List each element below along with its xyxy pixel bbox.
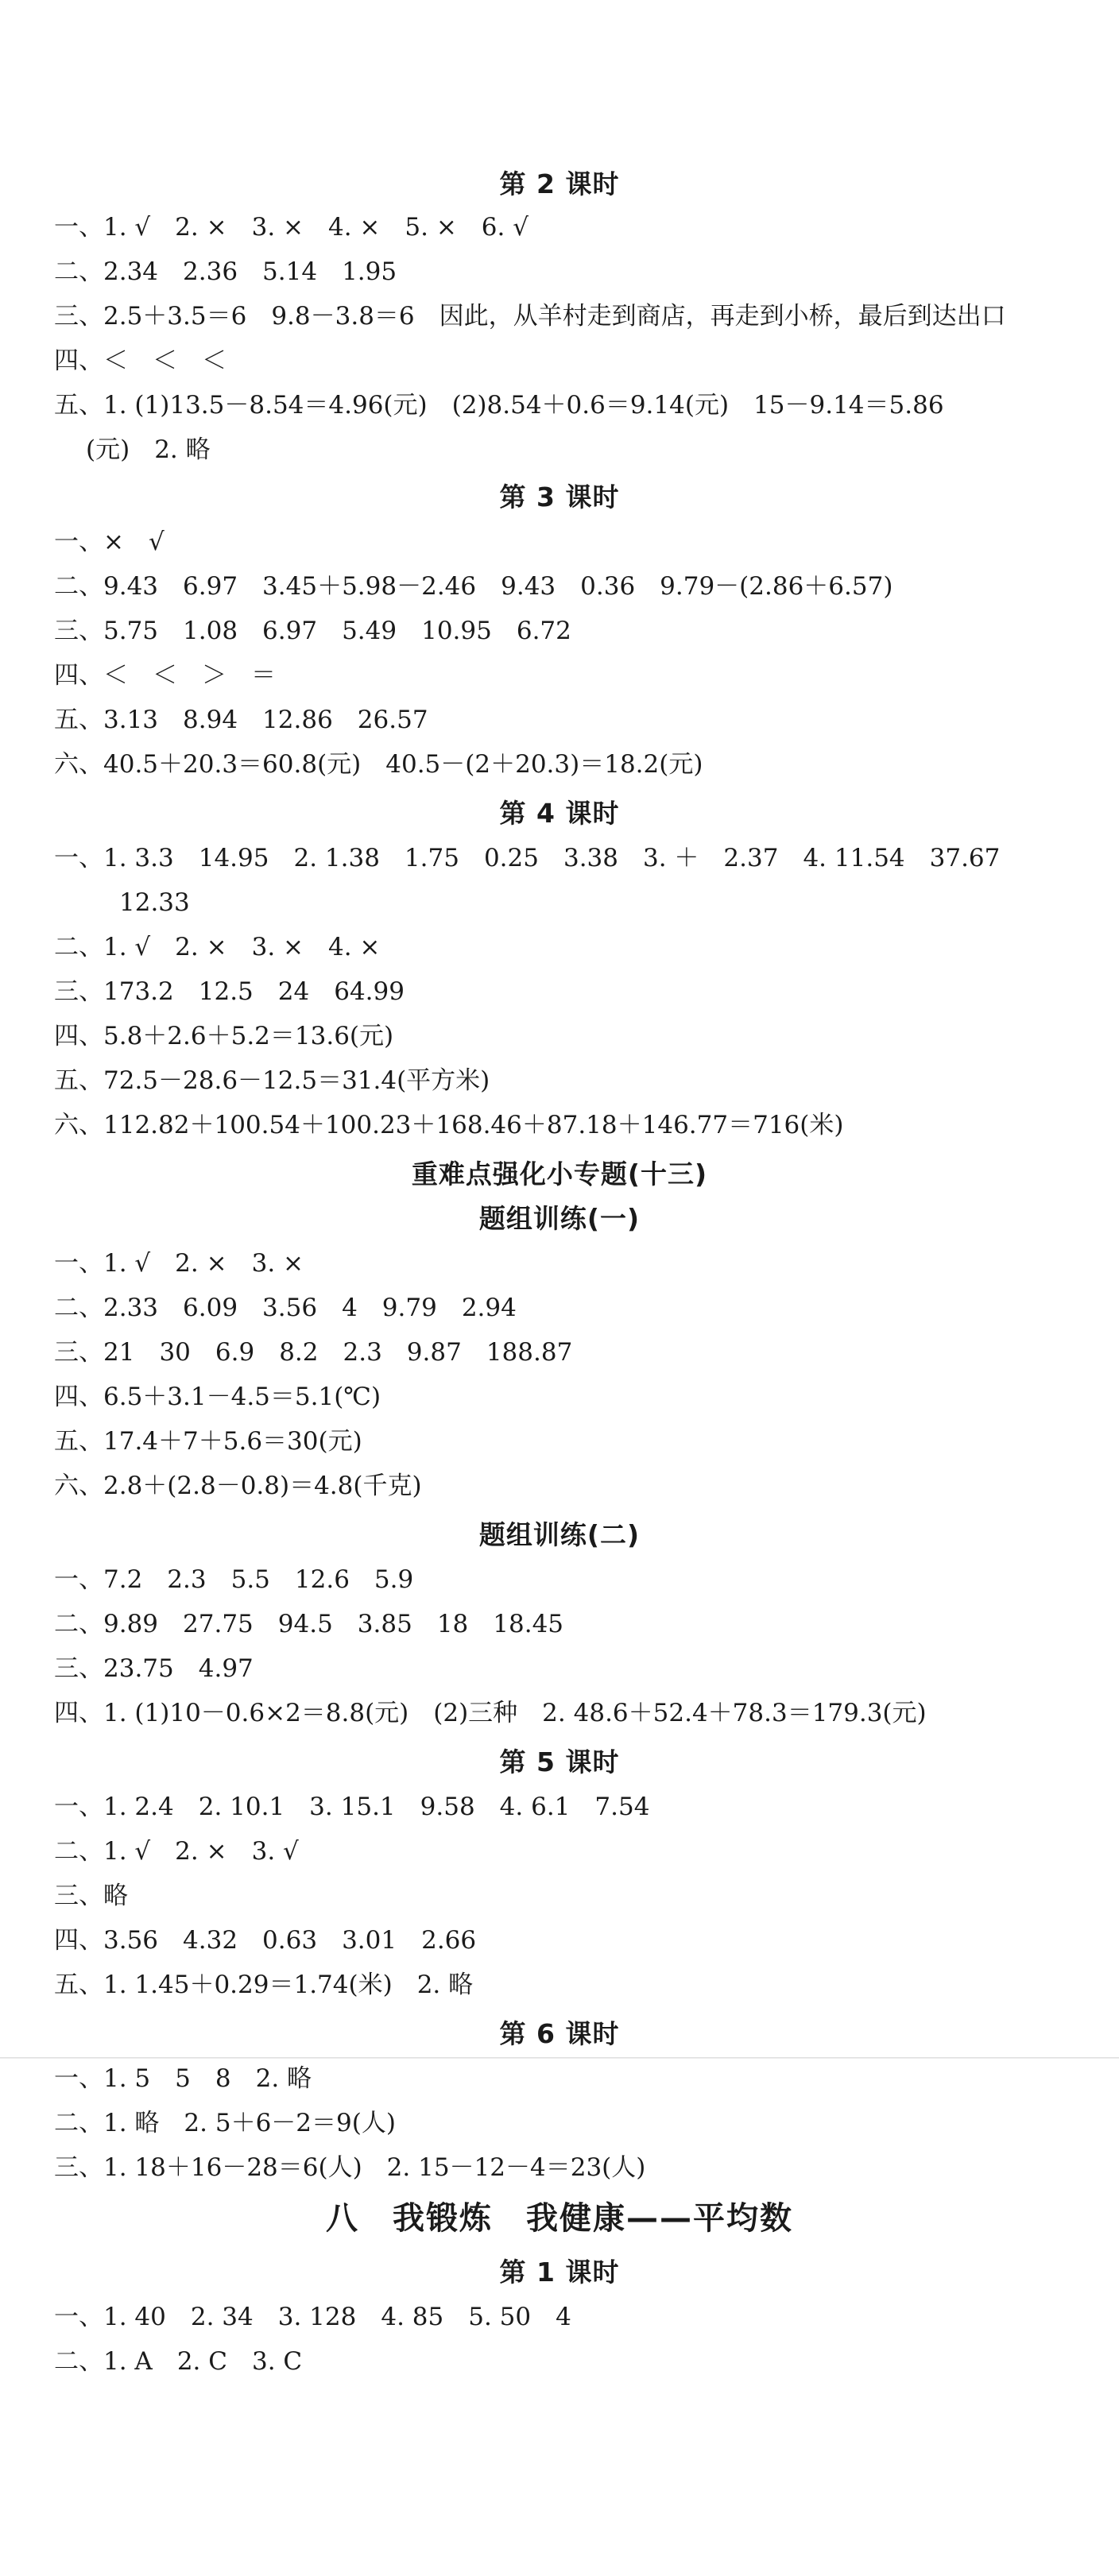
subsection-title: 题组训练(二) (478, 1519, 641, 1550)
answer-line: 五、72.5－28.6－12.5＝31.4(平方米) (54, 1066, 490, 1095)
answer-line: 五、17.4＋7＋5.6＝30(元) (54, 1427, 362, 1456)
answer-line: 三、173.2 12.5 24 64.99 (54, 977, 405, 1006)
answer-line: 二、2.34 2.36 5.14 1.95 (54, 257, 397, 286)
answer-line: 一、1. 5 5 8 2. 略 (54, 2064, 312, 2093)
answer-line: 五、1. (1)13.5－8.54＝4.96(元) (2)8.54＋0.6＝9.14(元) 15－9.14＝5.86 (54, 391, 944, 420)
answer-line: 六、2.8＋(2.8－0.8)＝4.8(千克) (54, 1472, 422, 1500)
section-title: 第 5 课时 (499, 1746, 620, 1777)
answer-line: 一、7.2 2.3 5.5 12.6 5.9 (54, 1565, 414, 1594)
subsection-title: 题组训练(一) (478, 1203, 641, 1234)
answer-line: 二、1. √ 2. × 3. × 4. × (54, 933, 381, 961)
answer-line: 六、40.5＋20.3＝60.8(元) 40.5－(2＋20.3)＝18.2(元) (54, 750, 703, 779)
answer-line: 一、1. √ 2. × 3. × (54, 1249, 304, 1278)
answer-line: 三、略 (54, 1882, 128, 1910)
answer-line: 四、3.56 4.32 0.63 3.01 2.66 (54, 1926, 477, 1955)
answer-line: 三、2.5＋3.5＝6 9.8－3.8＝6 因此，从羊村走到商店，再走到小桥，最后到达出口 (54, 302, 1006, 331)
answer-line: 12.33 (119, 888, 190, 917)
section-title: 第 3 课时 (499, 482, 620, 512)
answer-line: 三、5.75 1.08 6.97 5.49 10.95 6.72 (54, 617, 571, 645)
section-title: 第 1 课时 (499, 2257, 620, 2288)
answer-line: 二、9.43 6.97 3.45＋5.98－2.46 9.43 0.36 9.79－(2.86＋6.57) (54, 572, 893, 601)
answer-line: 一、1. 2.4 2. 10.1 3. 15.1 9.58 4. 6.1 7.54 (54, 1793, 650, 1821)
answer-line: 二、1. 略 2. 5＋6－2＝9(人) (54, 2109, 396, 2137)
answer-line: (元) 2. 略 (86, 435, 211, 464)
answer-line: 四、6.5＋3.1－4.5＝5.1(℃) (54, 1383, 381, 1411)
page-fold-divider (0, 2057, 1119, 2059)
answer-line: 二、9.89 27.75 94.5 3.85 18 18.45 (54, 1610, 564, 1638)
answer-line: 二、1. A 2. C 3. C (54, 2347, 303, 2376)
section-title: 第 6 课时 (499, 2018, 620, 2049)
section-title: 第 2 课时 (499, 168, 620, 199)
answer-line: 一、1. 3.3 14.95 2. 1.38 1.75 0.25 3.38 3. ＋ 2.37 4. 11.54 37.67 (54, 844, 1001, 872)
answer-line: 四、5.8＋2.6＋5.2＝13.6(元) (54, 1022, 394, 1050)
answer-line: 二、2.33 6.09 3.56 4 9.79 2.94 (54, 1294, 517, 1322)
answer-line: 五、3.13 8.94 12.86 26.57 (54, 706, 428, 734)
answer-line: 一、× √ (54, 528, 165, 556)
topic-title: 重难点强化小专题(十三) (411, 1158, 708, 1189)
answer-line: 四、＜ ＜ ＜ (54, 346, 227, 375)
answer-line: 三、1. 18＋16－28＝6(人) 2. 15－12－4＝23(人) (54, 2153, 646, 2182)
answer-line: 三、23.75 4.97 (54, 1654, 254, 1683)
answer-line: 一、1. 40 2. 34 3. 128 4. 85 5. 50 4 (54, 2303, 571, 2331)
answer-line: 四、1. (1)10－0.6×2＝8.8(元) (2)三种 2. 48.6＋52.4＋78.3＝179.3(元) (54, 1699, 927, 1727)
answer-line: 四、＜ ＜ ＞ ＝ (54, 661, 276, 690)
section-title: 第 4 课时 (499, 798, 620, 829)
answer-line: 一、1. √ 2. × 3. × 4. × 5. × 6. √ (54, 213, 529, 242)
answer-line: 六、112.82＋100.54＋100.23＋168.46＋87.18＋146.77＝716(米) (54, 1111, 844, 1139)
answer-line: 五、1. 1.45＋0.29＝1.74(米) 2. 略 (54, 1971, 474, 1999)
answer-line: 二、1. √ 2. × 3. √ (54, 1837, 299, 1866)
chapter-title: 八 我锻炼 我健康——平均数 (326, 2200, 793, 2237)
answer-line: 三、21 30 6.9 8.2 2.3 9.87 188.87 (54, 1338, 573, 1367)
